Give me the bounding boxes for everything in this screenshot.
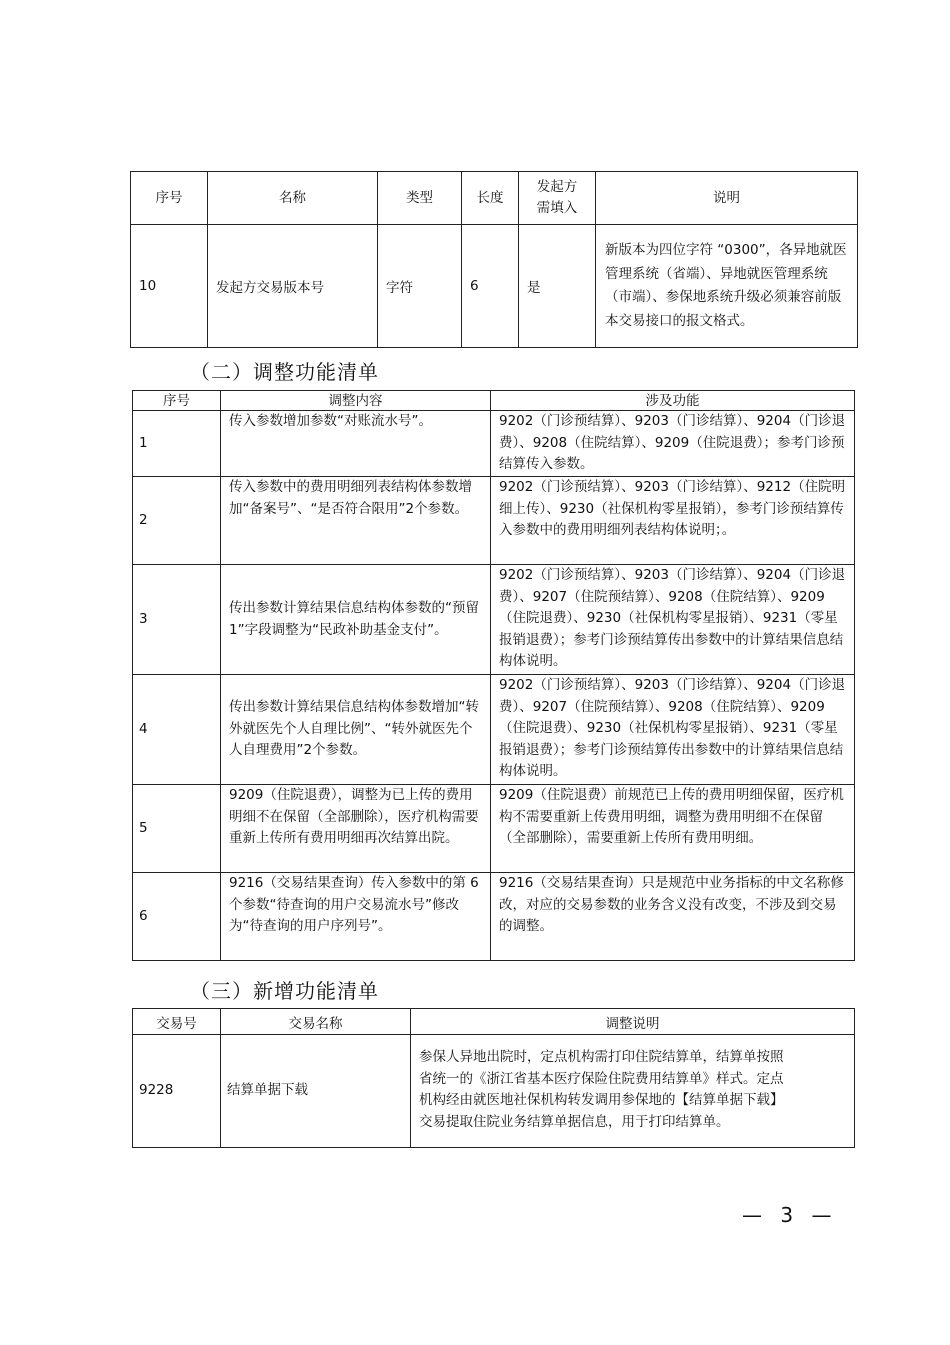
cell-content: 传出参数计算结果信息结构体参数的“预留 1”字段调整为“民政补助基金支付”。 [221, 565, 491, 675]
cell-seq: 4 [133, 675, 221, 785]
cell-seq: 1 [133, 411, 221, 477]
header-type: 类型 [378, 172, 462, 225]
cell-seq: 2 [133, 477, 221, 565]
cell-description: 新版本为四位字符 “0300”，各异地就医管理系统（省端）、异地就医管理系统（市端）、参保地系统升级必须兼容前版本交易接口的报文格式。 [596, 225, 858, 348]
header-name: 名称 [208, 172, 378, 225]
cell-functions: 9202（门诊预结算）、9203（门诊结算）、9204（门诊退费）、9207（住院预结算）、9208（住院结算）、9209（住院退费）、9230（社保机构零星报销）、9231（零星报销退费）；参考门诊预结算传出参数中的计算结果信息结构体说明。 [491, 675, 855, 785]
cell-code: 9228 [133, 1035, 221, 1148]
table-row [133, 873, 855, 961]
header-code: 交易号 [133, 1009, 221, 1035]
table-row [133, 1035, 855, 1148]
page-number: — 3 — [742, 1203, 838, 1227]
table-header-row [133, 1009, 855, 1035]
cell-functions: 9209（住院退费）前规范已上传的费用明细保留，医疗机构不需要重新上传费用明细，调整为费用明细不在保留（全部删除），需要重新上传所有费用明细。 [491, 785, 855, 873]
cell-seq: 3 [133, 565, 221, 675]
cell-content: 9209（住院退费），调整为已上传的费用明细不在保留（全部删除），医疗机构需要重新上传所有费用明细再次结算出院。 [221, 785, 491, 873]
cell-functions: 9202（门诊预结算）、9203（门诊结算）、9212（住院明细上传）、9230（社保机构零星报销），参考门诊预结算传入参数中的费用明细列表结构体说明；。 [491, 477, 855, 565]
table-row [133, 675, 855, 785]
cell-name: 发起方交易版本号 [208, 225, 378, 348]
cell-required: 是 [519, 225, 596, 348]
section-title-adjusted-functions: （二）调整功能清单 [190, 360, 379, 384]
cell-seq: 6 [133, 873, 221, 961]
cell-functions: 9202（门诊预结算）、9203（门诊结算）、9204（门诊退费）、9208（住院结算）、9209（住院退费）；参考门诊预结算传入参数。 [491, 411, 855, 477]
header-description: 说明 [596, 172, 858, 225]
cell-seq: 10 [131, 225, 208, 348]
cell-type: 字符 [378, 225, 462, 348]
header-required: 发起方 需填入 [519, 172, 596, 225]
table-row [133, 565, 855, 675]
header-name: 交易名称 [221, 1009, 411, 1035]
cell-name: 结算单据下载 [221, 1035, 411, 1148]
cell-seq: 5 [133, 785, 221, 873]
table-row [133, 477, 855, 565]
table-row [133, 785, 855, 873]
table-header-row [133, 391, 855, 411]
header-seq: 序号 [133, 391, 221, 411]
table-row [131, 225, 858, 348]
field-spec-table [130, 171, 858, 348]
cell-length: 6 [462, 225, 519, 348]
cell-content: 传入参数增加参数“对账流水号”。 [221, 411, 491, 477]
table-row [133, 411, 855, 477]
cell-content: 传出参数计算结果信息结构体参数增加“转外就医先个人自理比例”、“转外就医先个人自理费用”2个参数。 [221, 675, 491, 785]
section-title-new-functions: （三）新增功能清单 [190, 979, 379, 1003]
new-functions-table [132, 1008, 855, 1148]
cell-functions: 9202（门诊预结算）、9203（门诊结算）、9204（门诊退费）、9207（住院预结算）、9208（住院结算）、9209（住院退费）、9230（社保机构零星报销）、9231（零星报销退费）；参考门诊预结算传出参数中的计算结果信息结构体说明。 [491, 565, 855, 675]
adjusted-functions-table [132, 390, 855, 961]
cell-content: 传入参数中的费用明细列表结构体参数增加“备案号”、“是否符合限用”2个参数。 [221, 477, 491, 565]
cell-content: 9216（交易结果查询）传入参数中的第 6 个参数“待查询的用户交易流水号”修改为“待查询的用户序列号”。 [221, 873, 491, 961]
header-length: 长度 [462, 172, 519, 225]
cell-functions: 9216（交易结果查询）只是规范中业务指标的中文名称修改，对应的交易参数的业务含义没有改变，不涉及到交易的调整。 [491, 873, 855, 961]
cell-adjustment: 参保人异地出院时，定点机构需打印住院结算单，结算单按照省统一的《浙江省基本医疗保险住院费用结算单》样式。定点机构经由就医地社保机构转发调用参保地的【结算单据下载】交易提取住院业务结算单据信息，用于打印结算单。 [411, 1035, 855, 1148]
table-header-row [131, 172, 858, 225]
header-content: 调整内容 [221, 391, 491, 411]
header-seq: 序号 [131, 172, 208, 225]
header-adjustment: 调整说明 [411, 1009, 855, 1035]
header-functions: 涉及功能 [491, 391, 855, 411]
